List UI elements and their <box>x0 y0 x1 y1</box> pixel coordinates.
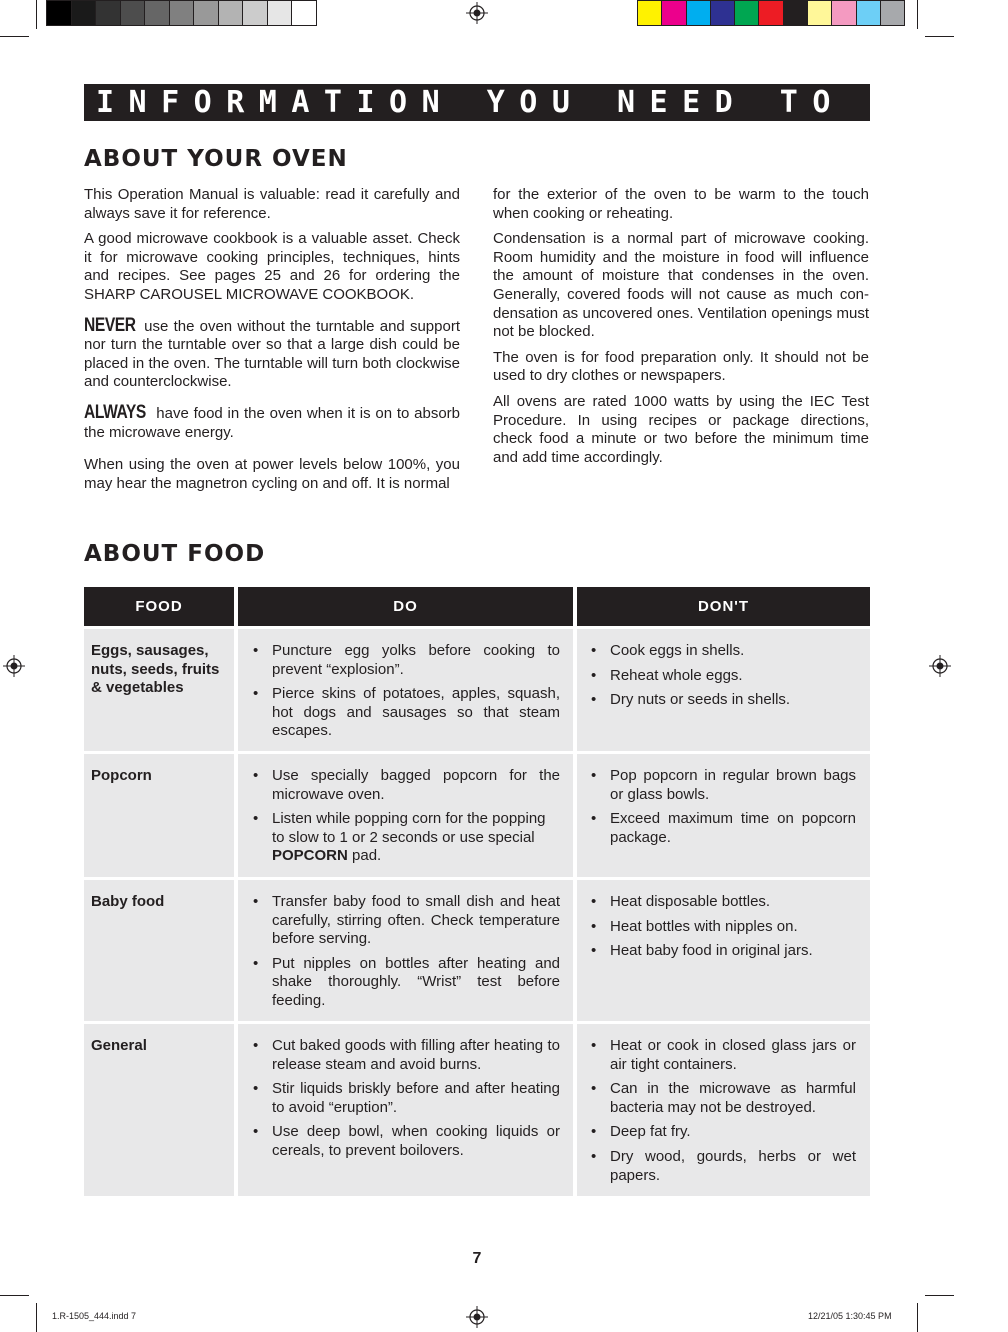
list-item: • Use specially bagged popcorn for the microwave oven. <box>252 767 560 804</box>
color-swatch <box>72 1 97 25</box>
dont-cell <box>577 629 870 751</box>
color-swatch <box>759 1 783 25</box>
paragraph: This Operation Manual is valuable: read it carefully and always save it for reference. <box>84 186 460 222</box>
registration-mark-icon <box>929 655 951 677</box>
registration-mark-icon <box>466 2 488 24</box>
crop-mark <box>917 0 918 29</box>
registration-mark-icon <box>3 655 25 677</box>
list-item: • Cook eggs in shells. <box>590 642 856 661</box>
food-cell: Baby food <box>84 880 234 1021</box>
list-item: • Transfer baby food to small dish and heat carefully, stirring often. Check temperature before serving. <box>252 893 560 949</box>
food-table-header <box>84 587 870 626</box>
always-lead-word: ALWAYS <box>84 401 146 423</box>
list-item-text: Listen while popping corn for the popping to slow to 1 or 2 seconds or use special <box>272 810 546 846</box>
process-color-bar <box>637 0 905 26</box>
column-header-dont: DON'T <box>577 587 870 626</box>
dont-cell <box>577 880 870 1021</box>
crop-mark <box>36 1303 37 1332</box>
paragraph <box>84 401 460 442</box>
list-item: • Pierce skins of potatoes, apples, squash, hot dogs and sausages so that steam escapes. <box>252 685 560 741</box>
popcorn-pad-label: POPCORN <box>272 847 348 865</box>
color-swatch <box>170 1 195 25</box>
about-oven-right-column <box>493 186 869 474</box>
color-swatch <box>784 1 808 25</box>
paragraph: Condensation is a normal part of microwave cooking. Room humidity and the moisture in food will influence the amount of moisture that condenses in the oven. Generally, covered foods will not cause as much con-densation as uncovered ones. Ventilation openings must not be blocked. <box>493 230 869 341</box>
page-number: 7 <box>472 1250 482 1267</box>
color-swatch <box>662 1 686 25</box>
color-swatch <box>711 1 735 25</box>
color-swatch <box>735 1 759 25</box>
paragraph: All ovens are rated 1000 watts by using the IEC Test Procedure. In using recipes or package directions, check food a minute or two before the minimum time and add time accordingly. <box>493 392 869 466</box>
date-slug: 12/21/05 1:30:45 PM <box>808 1311 892 1321</box>
about-food-heading: ABOUT FOOD <box>84 541 266 567</box>
list-item: • Put nipples on bottles after heating and shake thoroughly. “Wrist” test before feeding. <box>252 955 560 1011</box>
list-item: • Stir liquids briskly before and after heating to avoid “eruption”. <box>252 1080 560 1117</box>
table-row <box>84 1024 870 1196</box>
do-cell <box>238 1024 573 1196</box>
list-item: • Puncture egg yolks before cooking to prevent “explosion”. <box>252 642 560 679</box>
table-row <box>84 880 870 1021</box>
list-item: • Dry wood, gourds, herbs or wet papers. <box>590 1148 856 1185</box>
color-swatch <box>808 1 832 25</box>
do-cell <box>238 754 573 877</box>
crop-mark <box>0 1295 29 1296</box>
table-row <box>84 629 870 751</box>
file-slug: 1.R-1505_444.indd 7 <box>52 1311 137 1321</box>
color-swatch <box>121 1 146 25</box>
registration-mark-icon <box>466 1306 488 1328</box>
do-cell <box>238 629 573 751</box>
list-item: • Reheat whole eggs. <box>590 667 856 686</box>
table-row <box>84 754 870 877</box>
color-swatch <box>687 1 711 25</box>
color-swatch <box>881 1 904 25</box>
paragraph: When using the oven at power levels below 100%, you may hear the magnetron cycling on and off. It is normal <box>84 456 460 492</box>
paragraph: for the exterior of the oven to be warm to the touch when cooking or reheating. <box>493 186 869 222</box>
list-item: • Heat disposable bottles. <box>590 893 856 912</box>
crop-mark <box>36 0 37 29</box>
list-item: • Pop popcorn in regular brown bags or glass bowls. <box>590 767 856 804</box>
dont-cell <box>577 754 870 877</box>
color-swatch <box>857 1 881 25</box>
about-oven-heading: ABOUT YOUR OVEN <box>84 146 348 172</box>
color-swatch <box>832 1 856 25</box>
color-swatch <box>219 1 244 25</box>
page-banner-title: INFORMATION YOU NEED TO KNOW <box>84 84 870 121</box>
never-lead-word: NEVER <box>84 314 136 336</box>
about-oven-left-column <box>84 186 460 500</box>
list-item <box>252 810 560 866</box>
do-cell <box>238 880 573 1021</box>
color-swatch <box>96 1 121 25</box>
list-item: • Use deep bowl, when cooking liquids or cereals, to prevent boilovers. <box>252 1123 560 1160</box>
grayscale-color-bar <box>46 0 317 26</box>
list-item: • Heat bottles with nipples on. <box>590 918 856 937</box>
color-swatch <box>194 1 219 25</box>
paragraph <box>84 314 460 392</box>
food-cell: Popcorn <box>84 754 234 877</box>
column-header-food: FOOD <box>84 587 234 626</box>
list-item: • Deep fat fry. <box>590 1123 856 1142</box>
list-item: • Cut baked goods with filling after heating to release steam and avoid burns. <box>252 1037 560 1074</box>
paragraph-text: use the oven without the turntable and support nor turn the turntable over so that a large dish could be placed in the oven. The turntable will turn both clockwise and counterclockwise. <box>84 317 460 391</box>
paragraph-text: have food in the oven when it is on to absorb the microwave energy. <box>84 404 460 441</box>
list-item: • Heat or cook in closed glass jars or air tight containers. <box>590 1037 856 1074</box>
food-cell: Eggs, sausages, nuts, seeds, fruits & vegetables <box>84 629 234 751</box>
crop-mark <box>925 36 954 37</box>
color-swatch <box>145 1 170 25</box>
food-cell: General <box>84 1024 234 1196</box>
crop-mark <box>925 1295 954 1296</box>
color-swatch <box>292 1 316 25</box>
list-item-text: pad. <box>347 847 382 865</box>
list-item: • Exceed maximum time on popcorn package. <box>590 810 856 847</box>
paragraph: A good microwave cookbook is a valuable asset. Check it for microwave cooking principles, techniques, hints and recipes. See pages 25 and 26 for ordering the SHARP CAROUSEL MICROWAVE COOKBOOK. <box>84 230 460 303</box>
color-swatch <box>638 1 662 25</box>
crop-mark <box>917 1303 918 1332</box>
color-swatch <box>47 1 72 25</box>
column-header-do: DO <box>238 587 573 626</box>
color-swatch <box>243 1 268 25</box>
color-swatch <box>268 1 293 25</box>
paragraph: The oven is for food preparation only. It should not be used to dry clothes or newspapers. <box>493 348 869 385</box>
list-item: • Dry nuts or seeds in shells. <box>590 691 856 710</box>
food-table <box>84 587 870 1196</box>
list-item: • Heat baby food in original jars. <box>590 942 856 961</box>
dont-cell <box>577 1024 870 1196</box>
crop-mark <box>0 36 29 37</box>
list-item: • Can in the microwave as harmful bacteria may not be destroyed. <box>590 1080 856 1117</box>
